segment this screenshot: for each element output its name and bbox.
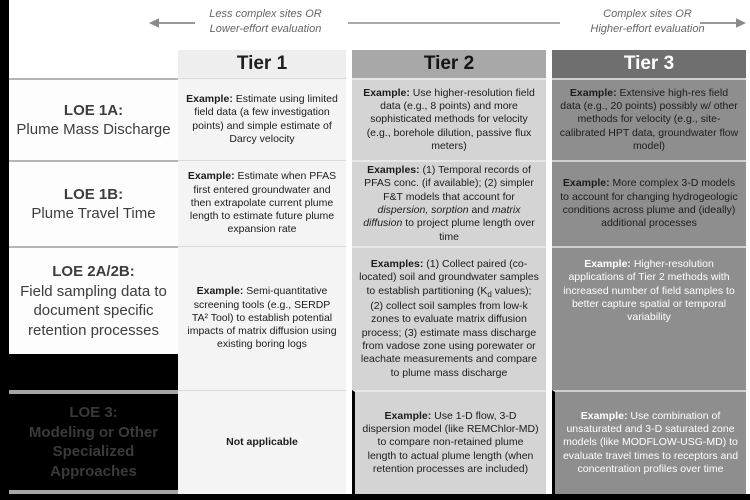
cell-text: Example: Estimate when PFAS first entered groundwater and then extrapolate current plume length to estimate future plume expansion rate [187,170,337,236]
row-header-text [13,185,175,224]
right-arrow-icon [700,17,748,29]
left-black-border [0,0,9,500]
cell-loe1a-tier2 [352,78,546,160]
tier2-header: Tier 2 [352,50,546,78]
cell-loe3-tier3 [552,390,746,494]
cell-loe1b-tier1 [178,160,346,246]
cell-loe1b-tier2 [352,160,546,246]
row-header-title: LOE 1B: [63,185,124,203]
tier1-header: Tier 1 [178,50,346,78]
row-header-loe2a2b [9,246,178,390]
row-header-loe3 [9,390,178,494]
row-header-title: LOE 2A/2B: [52,263,135,280]
cell-text: Example: Estimate using limited field data (a few investigation points) and simple estimate of Darcy velocity [186,92,338,145]
cell-loe1a-tier1 [178,78,346,160]
cell-loe3-tier1 [178,390,346,494]
cell-text: Examples: (1) Temporal records of PFAS conc. (if available); (2) simpler F&T models that account for dispersion, sorption and matrix diffusion to project plume length over time [363,164,535,243]
tier-table [9,50,746,494]
axis-note-right-line1: Complex sites OR [603,8,692,20]
axis-divider-line [348,22,560,24]
cell-text: Example: Use 1-D flow, 3-D dispersion model (like REMChlor-MD) to compare non-retained plume length to actual plume length (when retention processes are included) [362,409,539,475]
table-corner [9,50,178,78]
cell-text: Examples: (1) Collect paired (co-located) soil and groundwater samples to establish partitioning ($K_d$ values); (2) collect soil samples from low-k zones to evaluate matrix diffusion process; (3) estimate mass discharge from vadose zone using porewater or leachate measurements and compare to plume mass discharge [359,258,539,379]
cell-loe2a2b-tier2 [352,246,546,390]
row-header-text [13,101,175,140]
cell-text: Example: Higher-resolution applications of Tier 2 methods with increased number of field samples to better capture spatial or temporal variability [563,258,735,324]
row-header-title: LOE 1A: [63,101,124,119]
cell-text: Example: Use combination of unsaturated and 3-D saturated zone models (like MODFLOW-USG-MD) to evaluate travel times to receptors and concentration profiles over time [562,409,739,475]
axis-note-left-line2: Lower-effort evaluation [209,23,322,36]
axis-note-left-line1: Less complex sites OR [209,8,322,20]
cell-loe3-tier2 [352,390,546,494]
row-header-text [13,403,175,481]
cell-loe2a2b-tier1 [178,246,346,390]
cell-loe2a2b-tier3 [552,246,746,390]
row-header-subtitle: Plume Mass Discharge [16,121,171,138]
cell-text: Example: Semi-quantitative screening tools (e.g., SERDP TA² Tool) to establish potential impacts of matrix diffusion using existing boring logs [187,285,337,351]
row-header-subtitle: Field sampling data to document specific retention processes [20,282,167,339]
cell-text: Example: Extensive high-res field data (e.g., 20 points) possibly w/ other methods for velocity (e.g., site-calibrated HPT data, groundwater flow model) [559,86,739,152]
cell-text: Not applicable [226,435,298,448]
axis-note-left [188,7,343,38]
row-header-title: LOE 3: [69,404,118,421]
row-header-loe1b [9,160,178,246]
cell-text: Example: More complex 3-D models to account for changing hydrogeologic conditions across plume and (ideally) additional processes [560,177,738,230]
row-header-subtitle: Modeling or Other Specialized Approaches [28,423,159,480]
row-header-text [13,248,175,354]
cell-loe1a-tier3 [552,78,746,160]
row-header-subtitle: Plume Travel Time [31,205,156,222]
cell-text: Example: Use higher-resolution field data (e.g., 8 points) and more sophisticated methods for velocity (e.g., borehole dilution, passive flux meters) [363,86,535,152]
cell-loe1b-tier3 [552,160,746,246]
axis-note-right-line2: Higher-effort evaluation [590,23,705,36]
tier3-header: Tier 3 [552,50,746,78]
row-header-loe1a [9,78,178,160]
bottom-black-border [0,494,750,500]
